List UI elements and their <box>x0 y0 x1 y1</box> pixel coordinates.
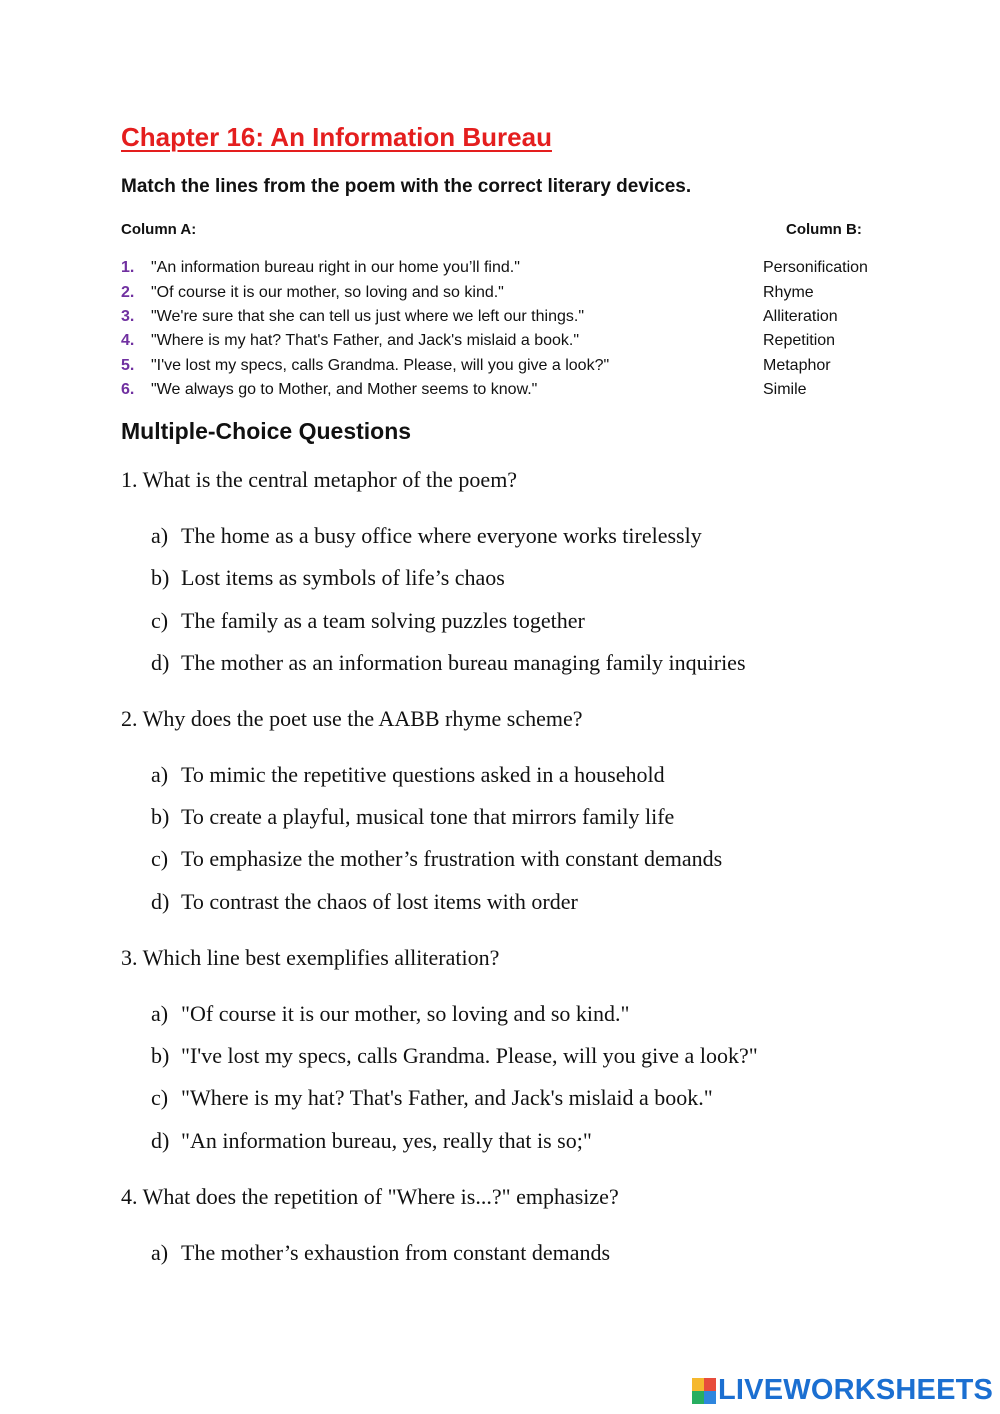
matching-device: Repetition <box>763 332 836 350</box>
matching-row <box>121 305 901 329</box>
page-title: Chapter 16: An Information Bureau <box>121 122 552 152</box>
option-text: "Of course it is our mother, so loving and so kind." <box>181 1001 630 1026</box>
instruction-text: Match the lines from the poem with the correct literary devices. <box>121 176 692 197</box>
option-letter: d) <box>151 1128 170 1153</box>
matching-line: "I've lost my specs, calls Grandma. Please, will you give a look?" <box>151 356 610 374</box>
option-text: To emphasize the mother’s frustration with constant demands <box>181 846 723 871</box>
column-a-label: Column A: <box>121 221 197 238</box>
option-letter: a) <box>151 523 169 548</box>
option-letter: a) <box>151 762 169 787</box>
mcq-heading: Multiple-Choice Questions <box>121 418 412 444</box>
matching-number: 1. <box>121 259 135 277</box>
matching-number: 2. <box>121 283 135 301</box>
matching-line: "An information bureau right in our home you’ll find." <box>151 259 520 277</box>
question-1-option-b[interactable] <box>151 565 505 591</box>
option-letter: d) <box>151 650 170 675</box>
matching-line: "Of course it is our mother, so loving and so kind." <box>151 283 504 301</box>
question-3: 3. Which line best exemplifies alliteration? <box>121 945 500 970</box>
matching-number: 3. <box>121 307 135 325</box>
question-2-option-b[interactable] <box>151 804 674 830</box>
option-letter: b) <box>151 1043 170 1068</box>
matching-list <box>121 256 901 402</box>
option-text: The home as a busy office where everyone works tirelessly <box>181 523 702 548</box>
question-3-option-a[interactable] <box>151 1001 629 1027</box>
option-text: The mother as an information bureau managing family inquiries <box>181 650 746 675</box>
matching-number: 6. <box>121 381 135 399</box>
matching-device: Rhyme <box>763 283 814 301</box>
option-text: The family as a team solving puzzles together <box>181 608 585 633</box>
option-letter: c) <box>151 608 169 633</box>
option-letter: b) <box>151 565 170 590</box>
matching-device: Simile <box>763 381 807 399</box>
matching-line: "Where is my hat? That's Father, and Jack's mislaid a book." <box>151 332 580 350</box>
question-2-option-a[interactable] <box>151 762 665 788</box>
option-text: "An information bureau, yes, really that is so;" <box>181 1128 592 1153</box>
question-1-option-a[interactable] <box>151 523 702 549</box>
option-text: The mother’s exhaustion from constant demands <box>181 1240 611 1265</box>
matching-row <box>121 329 901 353</box>
question-3-option-b[interactable] <box>151 1043 758 1069</box>
question-1-option-d[interactable] <box>151 650 746 676</box>
question-2-option-d[interactable] <box>151 889 578 915</box>
matching-line: "We always go to Mother, and Mother seems to know." <box>151 381 538 399</box>
column-b-label: Column B: <box>786 221 862 238</box>
liveworksheets-logo[interactable] <box>692 1374 993 1407</box>
question-1: 1. What is the central metaphor of the poem? <box>121 467 518 492</box>
option-letter: a) <box>151 1001 169 1026</box>
matching-device: Personification <box>763 259 868 277</box>
matching-row <box>121 378 901 402</box>
question-2: 2. Why does the poet use the AABB rhyme scheme? <box>121 706 583 731</box>
matching-row <box>121 354 901 378</box>
option-text: Lost items as symbols of life’s chaos <box>181 565 505 590</box>
option-letter: d) <box>151 889 170 914</box>
brand-name: LIVEWORKSHEETS <box>718 1374 994 1406</box>
option-text: To contrast the chaos of lost items with order <box>181 889 578 914</box>
question-3-option-d[interactable] <box>151 1128 592 1154</box>
question-3-option-c[interactable] <box>151 1085 713 1111</box>
question-1-option-c[interactable] <box>151 608 585 634</box>
question-4-option-a[interactable] <box>151 1240 610 1266</box>
option-letter: c) <box>151 1085 169 1110</box>
matching-line: "We're sure that she can tell us just where we left our things." <box>151 307 584 325</box>
matching-row <box>121 280 901 304</box>
option-text: "Where is my hat? That's Father, and Jack's mislaid a book." <box>181 1085 713 1110</box>
option-letter: a) <box>151 1240 169 1265</box>
liveworksheets-logo-icon <box>692 1378 716 1404</box>
option-text: To mimic the repetitive questions asked in a household <box>181 762 665 787</box>
option-letter: c) <box>151 846 169 871</box>
matching-row <box>121 256 901 280</box>
question-2-option-c[interactable] <box>151 846 722 872</box>
matching-device: Metaphor <box>763 356 831 374</box>
question-4: 4. What does the repetition of "Where is...?" emphasize? <box>121 1184 619 1209</box>
option-text: "I've lost my specs, calls Grandma. Please, will you give a look?" <box>181 1043 758 1068</box>
matching-number: 5. <box>121 356 135 374</box>
option-letter: b) <box>151 804 170 829</box>
matching-number: 4. <box>121 332 135 350</box>
option-text: To create a playful, musical tone that mirrors family life <box>181 804 675 829</box>
matching-device: Alliteration <box>763 307 838 325</box>
